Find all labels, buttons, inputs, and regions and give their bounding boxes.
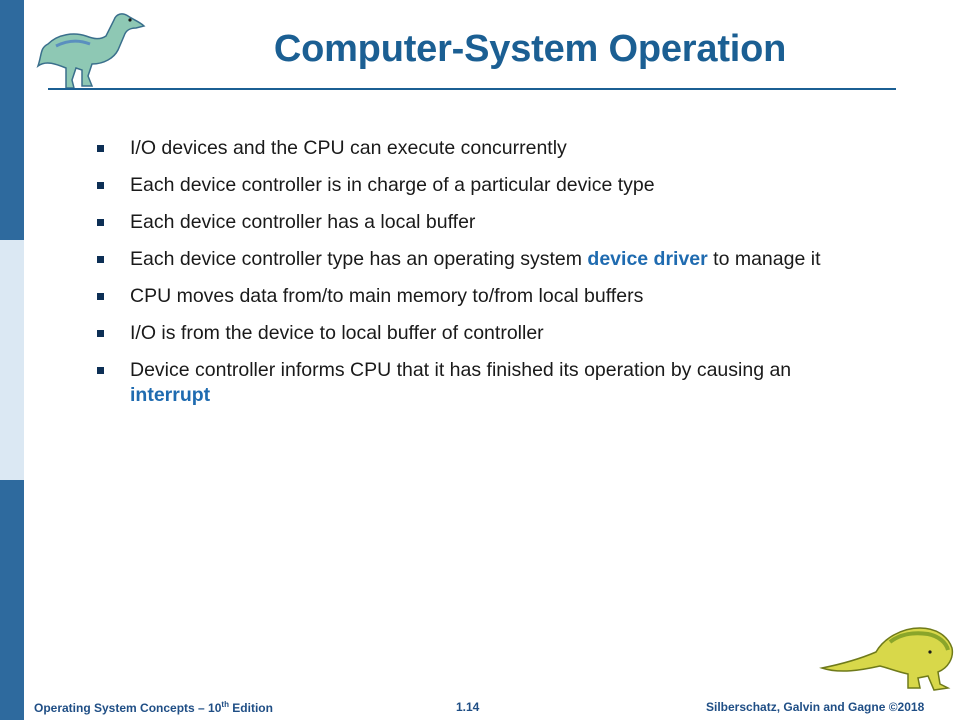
left-bar-top bbox=[0, 0, 24, 240]
square-bullet-icon bbox=[97, 293, 104, 300]
bullet-item bbox=[94, 321, 874, 346]
slide-title: Computer-System Operation bbox=[273, 28, 787, 70]
bullet-item bbox=[94, 210, 874, 235]
bullet-text: I/O is from the device to local buffer of controller bbox=[130, 322, 544, 344]
square-bullet-icon bbox=[97, 330, 104, 337]
bullet-text: Each device controller is in charge of a particular device type bbox=[130, 174, 655, 196]
left-bar-bottom bbox=[0, 480, 24, 720]
dinosaur-icon bbox=[818, 612, 958, 694]
highlighted-term: interrupt bbox=[130, 384, 211, 406]
bullet-text: Each device controller has a local buffer bbox=[130, 211, 476, 233]
title-underline bbox=[48, 88, 896, 90]
highlighted-term: device driver bbox=[587, 248, 708, 270]
dinosaur-logo-icon bbox=[30, 6, 150, 90]
bullet-item bbox=[94, 247, 874, 272]
square-bullet-icon bbox=[97, 182, 104, 189]
square-bullet-icon bbox=[97, 145, 104, 152]
square-bullet-icon bbox=[97, 367, 104, 374]
left-bar-middle bbox=[0, 240, 24, 480]
square-bullet-icon bbox=[97, 256, 104, 263]
bullet-item bbox=[94, 136, 874, 161]
footer-page-number: 1.14 bbox=[456, 700, 480, 714]
bullet-text: Each device controller type has an operating system bbox=[130, 248, 588, 270]
footer-copyright: Silberschatz, Galvin and Gagne ©2018 bbox=[706, 700, 925, 714]
bullet-text: CPU moves data from/to main memory to/from local buffers bbox=[130, 285, 644, 307]
footer-book-title: Operating System Concepts – 10th Edition bbox=[34, 700, 273, 715]
square-bullet-icon bbox=[97, 219, 104, 226]
bullet-text: Device controller informs CPU that it has finished its operation by causing an bbox=[130, 359, 792, 381]
bullet-list bbox=[94, 136, 874, 420]
bullet-text: to manage it bbox=[707, 248, 821, 270]
bullet-text: I/O devices and the CPU can execute concurrently bbox=[130, 137, 567, 159]
bullet-item bbox=[94, 358, 874, 408]
bullet-item bbox=[94, 173, 874, 198]
bullet-item bbox=[94, 284, 874, 309]
